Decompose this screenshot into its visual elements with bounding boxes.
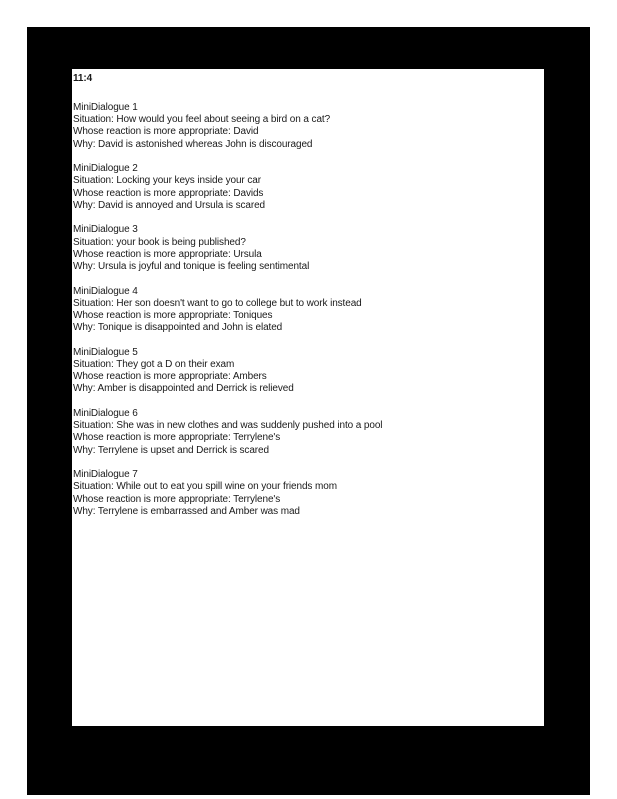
dialogue-whose: Whose reaction is more appropriate: Terrylene's <box>73 493 281 505</box>
dialogue-whose: Whose reaction is more appropriate: Toniques <box>73 310 273 322</box>
dialogue-situation: Situation: They got a D on their exam <box>73 359 235 371</box>
dialogue-situation: Situation: How would you feel about seeing a bird on a cat? <box>73 114 331 126</box>
mini-dialogue-4 <box>73 286 382 335</box>
dialogue-whose: Whose reaction is more appropriate: Davids <box>73 187 264 199</box>
document-viewer <box>27 27 590 795</box>
dialogue-situation: Situation: While out to eat you spill wine on your friends mom <box>73 481 337 493</box>
document-page <box>72 69 544 726</box>
dialogue-title: MiniDialogue 2 <box>73 163 138 175</box>
dialogue-whose: Whose reaction is more appropriate: Terrylene's <box>73 432 281 444</box>
dialogue-title: MiniDialogue 1 <box>73 102 138 113</box>
dialogue-why: Why: Terrylene is embarrassed and Amber was mad <box>73 505 300 517</box>
mini-dialogue-7 <box>73 469 382 518</box>
dialogue-whose: Whose reaction is more appropriate: Ursula <box>73 248 262 260</box>
dialogue-title: MiniDialogue 4 <box>73 285 138 297</box>
mini-dialogue-5 <box>73 347 382 396</box>
dialogue-list <box>73 102 382 530</box>
dialogue-why: Why: Terrylene is upset and Derrick is scared <box>73 444 269 456</box>
dialogue-title: MiniDialogue 7 <box>73 469 138 481</box>
dialogue-situation: Situation: your book is being published? <box>73 236 246 248</box>
dialogue-why: Why: David is annoyed and Ursula is scared <box>73 199 266 211</box>
dialogue-whose: Whose reaction is more appropriate: David <box>73 126 259 138</box>
dialogue-situation: Situation: She was in new clothes and was suddenly pushed into a pool <box>73 420 383 432</box>
dialogue-why: Why: David is astonished whereas John is discouraged <box>73 138 313 150</box>
dialogue-situation: Situation: Her son doesn't want to go to college but to work instead <box>73 297 362 309</box>
dialogue-why: Why: Amber is disappointed and Derrick is relieved <box>73 383 294 395</box>
dialogue-title: MiniDialogue 5 <box>73 346 138 358</box>
dialogue-why: Why: Ursula is joyful and tonique is feeling sentimental <box>73 261 310 273</box>
dialogue-title: MiniDialogue 3 <box>73 224 138 236</box>
mini-dialogue-3 <box>73 224 382 273</box>
mini-dialogue-2 <box>73 163 382 212</box>
mini-dialogue-6 <box>73 408 382 457</box>
dialogue-situation: Situation: Locking your keys inside your car <box>73 175 261 187</box>
document-header: 11:4 <box>73 73 93 84</box>
dialogue-whose: Whose reaction is more appropriate: Ambers <box>73 371 267 383</box>
mini-dialogue-1 <box>73 102 382 151</box>
dialogue-why: Why: Tonique is disappointed and John is elated <box>73 322 283 334</box>
dialogue-title: MiniDialogue 6 <box>73 408 138 420</box>
